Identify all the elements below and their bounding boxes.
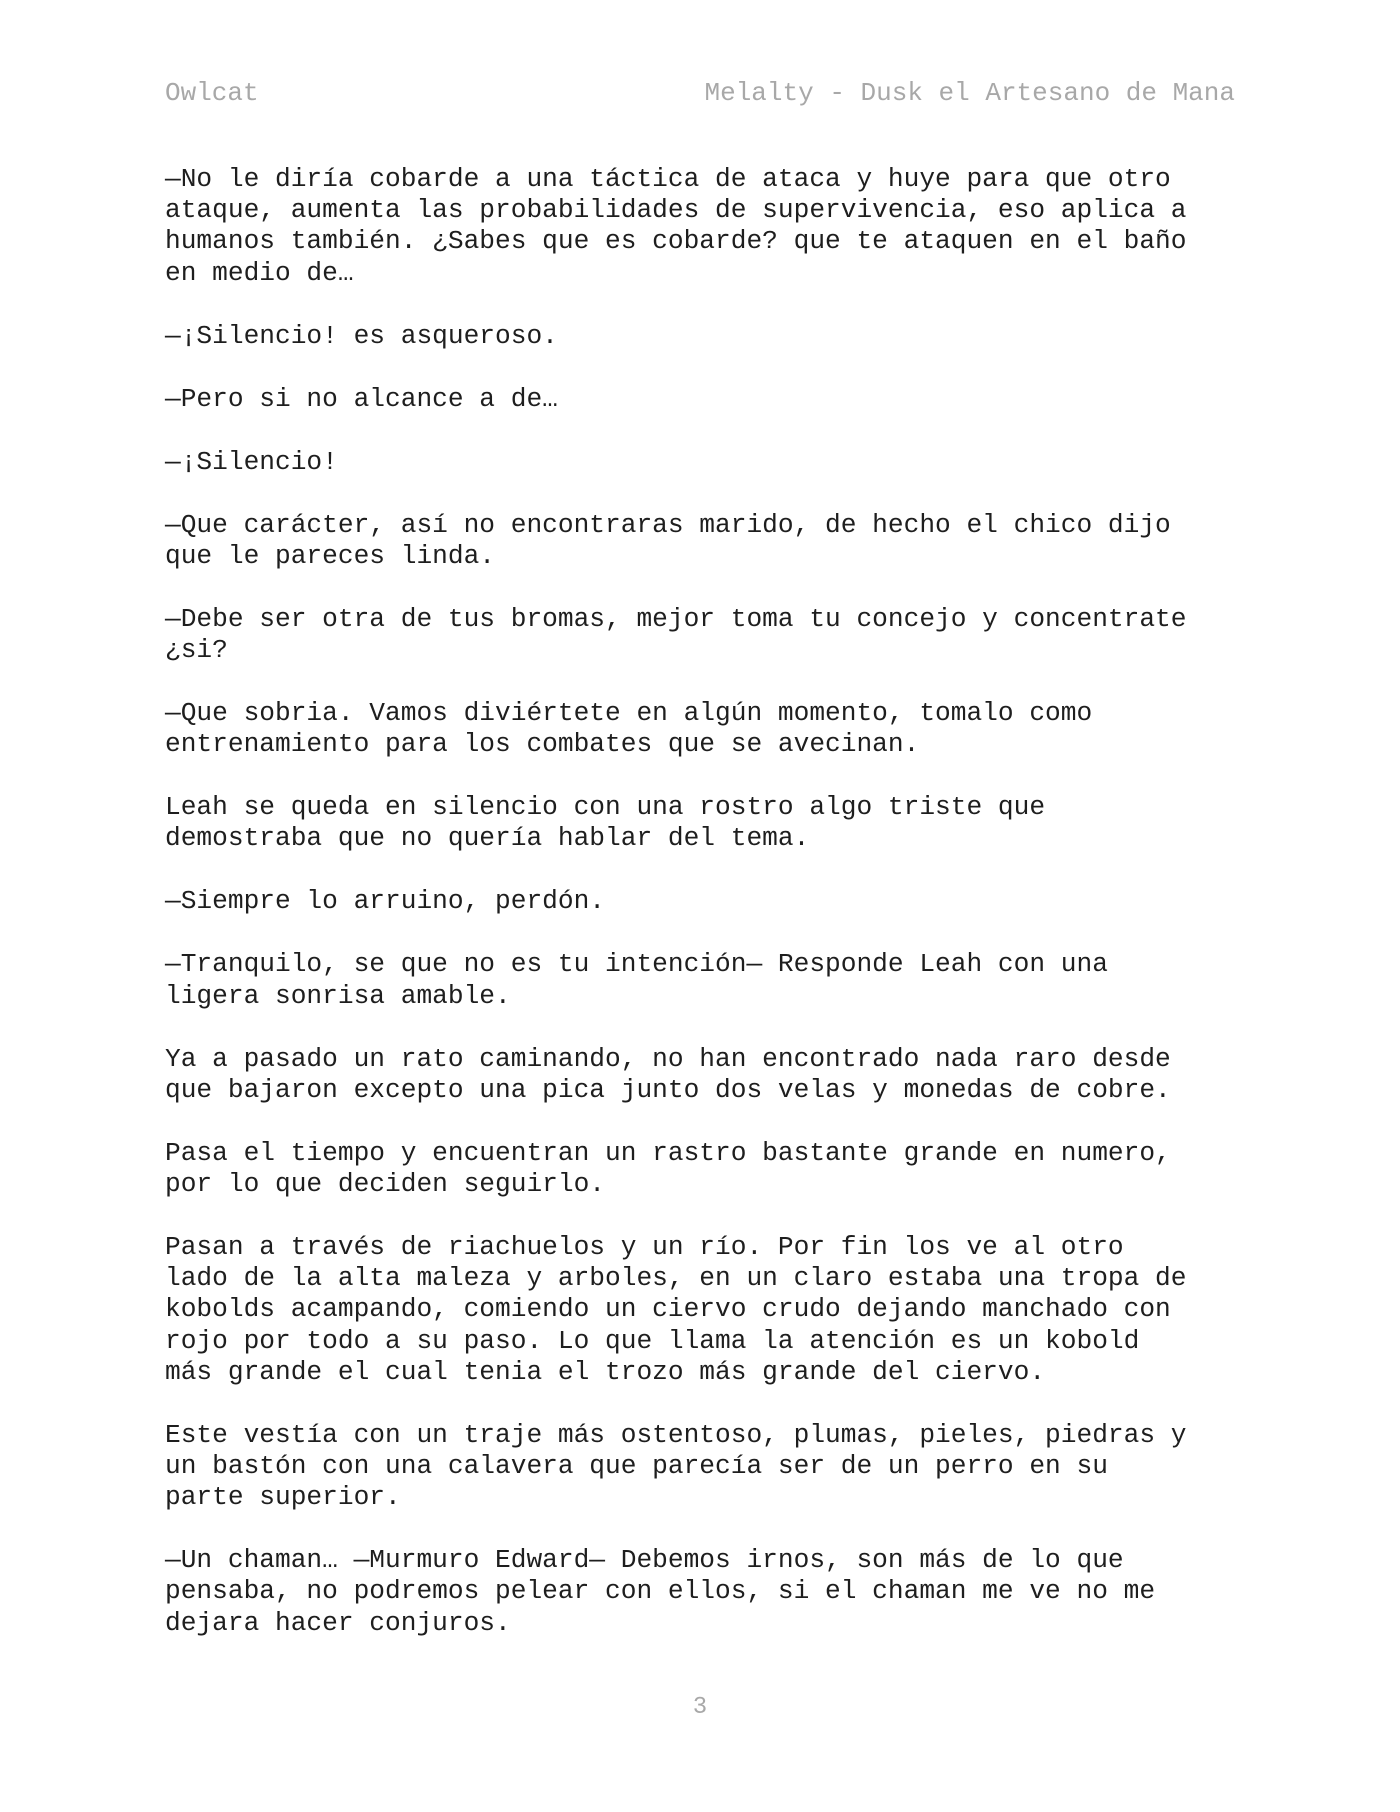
paragraph-line: —Debe ser otra de tus bromas, mejor toma tu concejo y concentrate [165,603,1187,634]
document-body [165,164,1250,1671]
paragraph [165,949,1250,1011]
paragraph-line: pensaba, no podremos pelear con ellos, si el chaman me ve no me [165,1576,1156,1607]
paragraph [165,510,1250,572]
paragraph-line: demostraba que no quería hablar del tema. [165,823,810,854]
paragraph-line: rojo por todo a su paso. Lo que llama la atención es un kobold [165,1325,1140,1356]
page-number: 3 [692,1694,708,1721]
paragraph-line: Leah se queda en silencio con una rostro algo triste que [165,792,1046,823]
paragraph [165,1420,1250,1514]
paragraph [165,1044,1250,1106]
paragraph [165,384,1250,415]
paragraph-line: —¡Silencio! [165,446,338,477]
paragraph-line: en medio de… [165,257,354,288]
paragraph-line: por lo que deciden seguirlo. [165,1169,606,1200]
paragraph-line: un bastón con una calavera que parecía ser de un perro en su [165,1451,1108,1482]
paragraph-line: —Un chaman… —Murmuro Edward— Debemos irnos, son más de lo que [165,1545,1124,1576]
header-title: Melalty - Dusk el Artesano de Mana [704,78,1235,108]
paragraph-line: —Pero si no alcance a de… [165,383,558,414]
paragraph-line: ¿si? [165,635,228,666]
paragraph-line: Ya a pasado un rato caminando, no han encontrado nada raro desde [165,1043,1171,1074]
paragraph-line: más grande el cual tenia el trozo más grande del ciervo. [165,1356,1046,1387]
paragraph-line: —Tranquilo, se que no es tu intención— Responde Leah con una [165,949,1108,980]
paragraph-line: Pasa el tiempo y encuentran un rastro bastante grande en numero, [165,1137,1171,1168]
paragraph [165,321,1250,352]
paragraph-line: —No le diría cobarde a una táctica de ataca y huye para que otro [165,164,1171,194]
paragraph [165,698,1250,760]
paragraph-line: entrenamiento para los combates que se avecinan. [165,729,920,760]
header-author: Owlcat [165,78,259,108]
paragraph [165,1545,1250,1639]
paragraph-line: Este vestía con un traje más ostentoso, plumas, pieles, piedras y [165,1419,1187,1450]
paragraph [165,164,1250,289]
paragraph-line: kobolds acampando, comiendo un ciervo crudo dejando manchado con [165,1294,1171,1325]
paragraph-line: que bajaron excepto una pica junto dos velas y monedas de cobre. [165,1074,1171,1105]
paragraph-line: que le pareces linda. [165,540,496,571]
paragraph-line: —Que carácter, así no encontraras marido, de hecho el chico dijo [165,509,1171,540]
paragraph [165,604,1250,666]
paragraph-line: —Siempre lo arruino, perdón. [165,886,606,917]
paragraph [165,886,1250,917]
paragraph [165,1138,1250,1200]
paragraph-line: humanos también. ¿Sabes que es cobarde? que te ataquen en el baño [165,226,1187,257]
paragraph [165,447,1250,478]
page-header [165,78,1235,118]
paragraph-line: —Que sobria. Vamos diviértete en algún momento, tomalo como [165,698,1093,729]
paragraph-line: Pasan a través de riachuelos y un río. Por fin los ve al otro [165,1232,1124,1263]
paragraph-line: parte superior. [165,1482,401,1513]
paragraph-line: dejara hacer conjuros. [165,1607,511,1638]
paragraph [165,1232,1250,1388]
paragraph [165,792,1250,854]
paragraph-line: —¡Silencio! es asqueroso. [165,320,558,351]
paragraph-line: lado de la alta maleza y arboles, en un claro estaba una tropa de [165,1263,1187,1294]
paragraph-line: ligera sonrisa amable. [165,980,511,1011]
paragraph-line: ataque, aumenta las probabilidades de supervivencia, eso aplica a [165,195,1187,226]
